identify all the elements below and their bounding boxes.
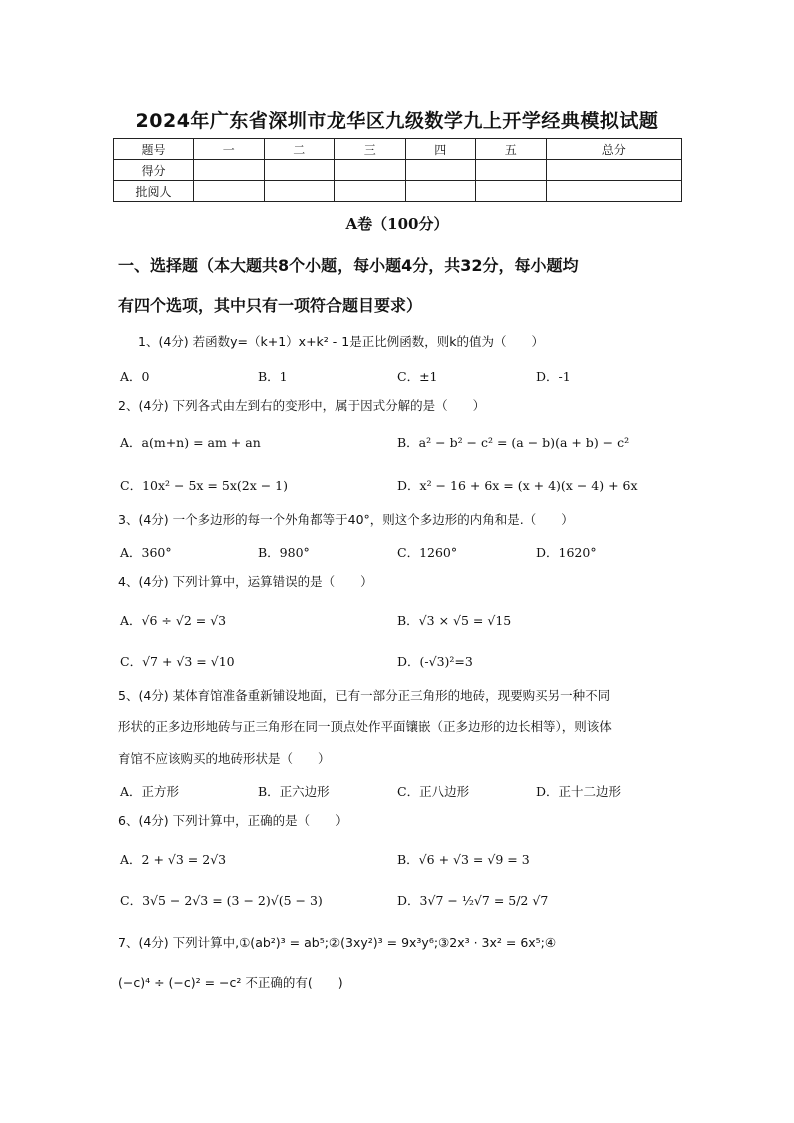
q6-option-d[interactable]: D．3√7 − ½√7 = 5/2 √7 (397, 893, 549, 908)
q1-option-c[interactable]: C．±1 (397, 369, 438, 384)
question-4-stem: 4、(4分) 下列计算中，运算错误的是（ ） (118, 574, 373, 589)
score-cell[interactable] (405, 160, 476, 181)
q1-option-d[interactable]: D．-1 (536, 369, 571, 384)
q4-option-a[interactable]: A．√6 ÷ √2 = √3 (120, 613, 227, 628)
q3-option-b[interactable]: B．980° (258, 545, 310, 560)
q2-option-b[interactable]: B．a² − b² − c² = (a − b)(a + b) − c² (397, 435, 630, 450)
q2-option-c[interactable]: C．10x² − 5x = 5x(2x − 1) (120, 478, 289, 493)
question-3-stem: 3、(4分) 一个多边形的每一个外角都等于40°，则这个多边形的内角和是.（ ） (118, 512, 574, 527)
reviewer-cell[interactable] (335, 181, 406, 202)
header-cell: 五 (476, 139, 547, 160)
q4-option-d[interactable]: D．(-√3)²=3 (397, 654, 473, 669)
q1-option-a[interactable]: A．0 (120, 369, 150, 384)
section-a-subtitle: A卷（100分） (345, 215, 449, 233)
exam-title: 2024年广东省深圳市龙华区九级数学九上开学经典模拟试题 (135, 110, 659, 132)
score-cell[interactable] (335, 160, 406, 181)
q3-option-c[interactable]: C．1260° (397, 545, 458, 560)
q4-option-c[interactable]: C．√7 + √3 = √10 (120, 654, 235, 669)
reviewer-cell[interactable] (264, 181, 335, 202)
header-cell: 四 (405, 139, 476, 160)
score-table (113, 138, 682, 202)
q5-option-b[interactable]: B．正六边形 (258, 784, 330, 799)
reviewer-cell[interactable] (194, 181, 265, 202)
q5-option-d[interactable]: D．正十二边形 (536, 784, 622, 799)
score-cell[interactable] (546, 160, 682, 181)
q5-option-a[interactable]: A．正方形 (120, 784, 180, 799)
q1-option-b[interactable]: B．1 (258, 369, 288, 384)
row-label: 得分 (114, 160, 194, 181)
q3-option-a[interactable]: A．360° (120, 545, 172, 560)
score-cell[interactable] (476, 160, 547, 181)
header-cell: 总分 (546, 139, 682, 160)
q6-option-b[interactable]: B．√6 + √3 = √9 = 3 (397, 852, 530, 867)
header-cell: 三 (335, 139, 406, 160)
question-7-stem-line1: 7、(4分) 下列计算中,①(ab²)³ = ab⁵;②(3xy²)³ = 9x³y⁶;③2x³ · 3x² = 6x⁵;④ (118, 935, 557, 950)
q4-option-b[interactable]: B．√3 × √5 = √15 (397, 613, 512, 628)
row-label: 批阅人 (114, 181, 194, 202)
score-cell[interactable] (194, 160, 265, 181)
question-5-stem-line2: 形状的正多边形地砖与正三角形在同一顶点处作平面镶嵌（正多边形的边长相等），则该体 (118, 719, 612, 734)
q5-option-c[interactable]: C．正八边形 (397, 784, 470, 799)
header-cell: 一 (194, 139, 265, 160)
question-5-stem-line1: 5、(4分) 某体育馆准备重新铺设地面，已有一部分正三角形的地砖，现要购买另一种不同 (118, 688, 611, 703)
question-1-stem: 1、(4分) 若函数y=（k+1）x+k² - 1是正比例函数，则k的值为（ ） (138, 334, 544, 349)
question-7-stem-line2: (−c)⁴ ÷ (−c)² = −c² 不正确的有( ) (118, 975, 343, 990)
section-heading-line2: 有四个选项，其中只有一项符合题目要求） (118, 296, 423, 315)
header-cell: 题号 (114, 139, 194, 160)
q6-option-a[interactable]: A．2 + √3 = 2√3 (120, 852, 227, 867)
question-2-stem: 2、(4分) 下列各式由左到右的变形中，属于因式分解的是（ ） (118, 398, 486, 413)
section-heading-line1: 一、选择题（本大题共8个小题，每小题4分，共32分，每小题均 (118, 256, 579, 275)
question-6-stem: 6、(4分) 下列计算中，正确的是（ ） (118, 813, 348, 828)
q3-option-d[interactable]: D．1620° (536, 545, 597, 560)
score-row (114, 160, 682, 181)
score-table-header-row (114, 139, 682, 160)
reviewer-row (114, 181, 682, 202)
header-cell: 二 (264, 139, 335, 160)
reviewer-cell[interactable] (405, 181, 476, 202)
q6-option-c[interactable]: C．3√5 − 2√3 = (3 − 2)√(5 − 3) (120, 893, 323, 908)
reviewer-cell[interactable] (546, 181, 682, 202)
q2-option-a[interactable]: A．a(m+n) = am + an (120, 435, 261, 450)
question-5-stem-line3: 育馆不应该购买的地砖形状是（ ） (118, 751, 331, 766)
reviewer-cell[interactable] (476, 181, 547, 202)
score-cell[interactable] (264, 160, 335, 181)
q2-option-d[interactable]: D．x² − 16 + 6x = (x + 4)(x − 4) + 6x (397, 478, 638, 493)
